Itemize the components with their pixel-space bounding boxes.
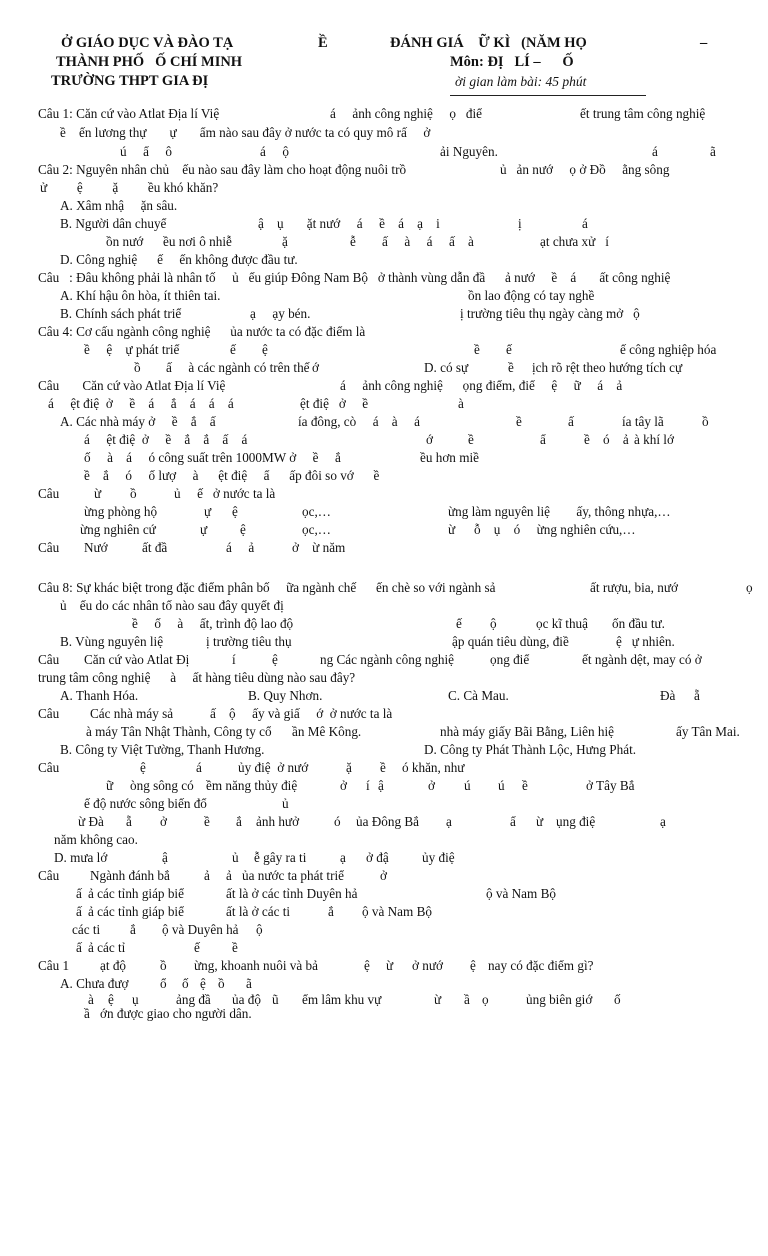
text-fragment: ía đông, cò á à á <box>298 414 420 429</box>
text-line <box>0 596 284 615</box>
text-line <box>0 938 238 957</box>
text-fragment: ầ <box>464 992 470 1007</box>
text-fragment: òng sông có <box>130 778 194 793</box>
text-fragment: ệt điệ ở ề <box>300 396 369 411</box>
text-fragment: á ộ <box>260 144 289 159</box>
text-line <box>0 758 465 777</box>
text-line <box>0 830 138 849</box>
header-school: TRƯỜNG THPT GIA ĐỊ <box>51 73 209 89</box>
text-line <box>0 956 594 975</box>
text-fragment: ồ <box>130 486 137 501</box>
text-fragment: ệ <box>470 958 476 973</box>
text-fragment: ồ <box>702 414 709 429</box>
text-fragment: ừ <box>386 958 394 973</box>
text-fragment: ặ <box>282 234 288 249</box>
text-fragment: ề <box>232 940 238 955</box>
text-fragment: ộ và Nam Bộ <box>362 904 432 919</box>
text-line <box>0 412 709 431</box>
text-fragment: ạt chưa xử í <box>540 234 609 249</box>
text-fragment: ễ gây ra ti <box>254 850 307 865</box>
header-line-1 <box>0 34 708 53</box>
text-fragment: ú <box>464 778 471 793</box>
text-fragment: ẩ <box>510 814 516 829</box>
text-fragment: ụ <box>132 992 139 1007</box>
text-fragment: ủy điệ ở nướ <box>238 760 309 775</box>
text-fragment: ồ <box>160 958 167 973</box>
text-fragment: ệ ự nhiên. <box>616 634 675 649</box>
text-fragment: ồ <box>218 976 225 991</box>
text-fragment: ề ó ả <box>584 432 629 447</box>
text-line <box>0 578 753 597</box>
text-fragment: á <box>196 760 202 775</box>
text-fragment: ã <box>246 976 252 991</box>
text-fragment: ắ <box>130 922 136 937</box>
text-line <box>0 178 219 197</box>
text-fragment: ọc,… <box>302 522 331 537</box>
text-fragment: ề <box>508 360 514 375</box>
text-line <box>0 448 479 467</box>
text-fragment: ệ <box>200 976 206 991</box>
text-fragment: D. có sự <box>424 360 469 375</box>
text-fragment: ả các tỉnh giáp biể <box>88 904 184 919</box>
text-fragment: ủa độ <box>232 992 261 1007</box>
text-fragment: ề ố à ất, trình độ lao độ <box>132 616 294 631</box>
text-fragment: á ệt điệ ở ề ắ ắ ấ á <box>84 432 248 447</box>
text-fragment: ề ến lương thự ự ẩm nào sau đây ở nước ta có quy mô rấ ở <box>60 125 431 140</box>
text-line <box>0 794 289 813</box>
text-fragment: ủ ản nướ ọ ở Đồ ằng sông <box>500 162 670 177</box>
text-fragment: ố <box>182 976 189 991</box>
text-fragment: ề <box>516 414 522 429</box>
text-fragment: ệ <box>272 652 278 667</box>
text-fragment: ấ <box>76 940 82 955</box>
text-fragment: à khí lớ <box>634 432 674 447</box>
text-fragment: ồ <box>134 360 141 375</box>
text-fragment: nay có đặc điểm gì? <box>488 958 594 973</box>
text-fragment: ọng điể <box>490 652 530 667</box>
text-fragment: ự <box>204 504 212 519</box>
header-exam-title: ĐÁNH GIÁ Ữ KÌ (NĂM HỌ <box>390 35 587 51</box>
text-fragment: ết trung tâm công nghiệ <box>580 106 706 121</box>
text-fragment: à máy Tân Nhật Thành, Công ty cổ <box>86 724 272 739</box>
text-fragment: ó khăn, như <box>402 760 465 775</box>
text-line <box>0 902 432 921</box>
text-fragment: ấ <box>568 414 574 429</box>
text-fragment: ọc kĩ thuậ <box>536 616 589 631</box>
text-line <box>0 466 380 485</box>
text-fragment: ừng, khoanh nuôi và bả <box>194 958 318 973</box>
text-fragment: ặ <box>346 760 352 775</box>
text-fragment: ệ <box>262 342 268 357</box>
text-line <box>0 776 635 795</box>
text-fragment: Câu Căn cứ vào Atlat Địa lí Việ <box>38 378 226 393</box>
text-fragment: ộ và Nam Bộ <box>486 886 556 901</box>
text-line <box>0 1004 252 1024</box>
text-fragment: ấ ộ ấy và giấ ớ ở nước ta là <box>210 706 393 721</box>
text-fragment: ịch rõ rệt theo hướng tích cự <box>532 360 683 375</box>
text-fragment: ảng đầ <box>176 992 211 1007</box>
text-fragment: ó <box>334 814 341 829</box>
text-fragment: ả các tỉnh giáp biể <box>88 886 184 901</box>
text-fragment: ệ <box>240 522 246 537</box>
text-fragment: ạ <box>660 814 666 829</box>
text-fragment: ả <box>226 868 232 883</box>
text-fragment: ệ <box>140 760 146 775</box>
text-fragment: ất là ở các tỉnh Duyên hả <box>226 886 358 901</box>
text-fragment: ủ <box>232 850 239 865</box>
text-fragment: Câu <box>38 760 60 775</box>
text-fragment: ề <box>468 432 474 447</box>
text-fragment: Đà <box>660 688 676 703</box>
text-line <box>0 104 706 123</box>
text-fragment: ớ <box>312 360 319 375</box>
text-fragment: ạ <box>340 850 346 865</box>
text-fragment: á <box>652 144 658 159</box>
text-fragment: ở <box>380 868 387 883</box>
text-fragment: ế <box>506 342 512 357</box>
text-line <box>0 286 595 305</box>
text-fragment: ọc,… <box>302 504 331 519</box>
text-fragment: B. Người dân chuyể <box>60 216 167 231</box>
text-fragment: á ệt điệ ở ề á ắ á á á <box>48 396 234 411</box>
text-fragment: ất là ở các ti <box>226 904 291 919</box>
text-line <box>0 848 455 867</box>
text-fragment: ấ <box>76 886 82 901</box>
text-fragment: ữ <box>106 778 114 793</box>
text-fragment: Ngành đánh bắ <box>90 868 170 883</box>
text-fragment: Câu <box>38 486 60 501</box>
text-fragment: ủ ế ở nước ta là <box>174 486 276 501</box>
text-fragment: ừ Đà <box>78 814 104 829</box>
text-fragment: ạ ạy bén. <box>250 306 311 321</box>
text-line <box>0 160 670 179</box>
text-fragment: ở <box>160 814 167 829</box>
text-fragment: ều hơn miề <box>420 450 479 465</box>
text-fragment: ở <box>340 778 347 793</box>
text-fragment: B. Chính sách phát triể <box>60 306 182 321</box>
text-line <box>0 740 637 759</box>
text-line <box>0 484 276 503</box>
text-line <box>0 358 683 377</box>
text-fragment: ừng làm nguyên liệ ấy, thông nhựa,… <box>448 504 671 519</box>
text-fragment: ọ <box>482 992 489 1007</box>
text-fragment: A. Khí hậu ôn hòa, ít thiên tai. <box>60 288 221 303</box>
text-fragment: Câu : Đâu không phải là nhân tố ủ ếu giúp Đông Nam Bộ ở thành vùng dẫn đầ ả nướ ề á ất công nghiệ <box>38 270 671 285</box>
text-fragment: ế công nghiệp hóa <box>620 342 717 357</box>
text-fragment: ủa nước ta phát triể <box>242 868 344 883</box>
text-line <box>0 232 609 251</box>
text-fragment: ẵ <box>694 688 700 703</box>
text-line <box>0 430 674 449</box>
text-fragment: ắ <box>328 904 334 919</box>
text-fragment: ậ <box>162 850 168 865</box>
text-fragment: ủng biên giớ <box>526 992 593 1007</box>
header-subject: Môn: ĐỊ LÍ – Ố <box>450 54 574 70</box>
text-fragment: ố à á ó công suất trên 1000MW ở ề ắ <box>84 450 341 465</box>
text-fragment: C. Cà Mau. <box>448 688 509 703</box>
text-fragment: ộ và Duyên hả <box>162 922 239 937</box>
text-fragment: ở <box>428 778 435 793</box>
text-fragment: A. Các nhà máy ở ề ắ ấ <box>60 414 216 429</box>
header-time: ời gian làm bài: 45 phút <box>455 74 587 89</box>
text-fragment: ập quán tiêu dùng, điề <box>452 634 569 649</box>
text-fragment: các ti <box>72 922 101 937</box>
text-fragment: ộ <box>490 616 497 631</box>
text-fragment: ẵ <box>126 814 132 829</box>
text-fragment: ế <box>230 342 236 357</box>
text-fragment: Căn cứ vào Atlat Đị <box>84 652 190 667</box>
text-fragment: ử ệ ặ ều khó khăn? <box>40 180 219 195</box>
header-dash: – <box>700 35 708 51</box>
text-fragment: à <box>458 396 464 411</box>
text-fragment: trung tâm công nghiệ à ất hàng tiêu dùng nào sau đây? <box>38 670 356 685</box>
text-fragment: Nướ <box>84 540 108 555</box>
text-line <box>0 668 356 687</box>
text-fragment: ải Nguyên. <box>440 144 498 159</box>
text-fragment: ở ừ năm <box>292 540 346 555</box>
text-fragment: ủ ếu do các nhân tố nào sau đây quyết đị <box>60 598 284 613</box>
text-fragment: ở đậ <box>366 850 389 865</box>
text-line <box>0 704 393 723</box>
text-fragment: năm không cao. <box>54 832 138 847</box>
text-fragment: ề ệ ự phát triể <box>84 342 180 357</box>
text-fragment: D. Công ty Phát Thành Lộc, Hưng Phát. <box>424 742 637 757</box>
text-line <box>0 322 366 341</box>
text-fragment: Câu <box>38 868 60 883</box>
text-fragment: ả <box>204 868 210 883</box>
text-fragment: ết ngành dệt, may có ở <box>582 652 702 667</box>
text-fragment: ú ẩ ô <box>120 144 173 159</box>
text-fragment: ất rượu, bia, nướ <box>590 580 678 595</box>
text-fragment: Câu <box>38 540 60 555</box>
text-line <box>0 520 636 539</box>
text-line <box>0 502 671 521</box>
text-fragment: ổ <box>160 976 167 991</box>
text-fragment: ớn được giao cho người dân. <box>100 1006 252 1021</box>
text-line <box>0 142 716 161</box>
text-fragment: ậ <box>378 778 384 793</box>
text-line <box>0 722 740 741</box>
header-underline <box>450 95 646 96</box>
text-fragment: ềm năng thủy điệ <box>206 778 298 793</box>
text-fragment: ậ ụ ặt nướ á ề á ạ i <box>258 216 440 231</box>
text-fragment: ễ <box>350 234 356 249</box>
text-fragment: ừng nghiên cứ <box>80 522 156 537</box>
text-fragment: ấ à các ngành có trên thế <box>166 360 310 375</box>
text-fragment: Câu 2: Nguyên nhân chủ ếu nào sau đây làm cho hoạt động nuôi trồ <box>38 162 407 177</box>
text-fragment: Câu <box>38 652 60 667</box>
text-fragment: ề ắ ó ố lượ à ệt điệ ẩ ấp đôi so vớ ề <box>84 468 380 483</box>
text-fragment: ở Tây Bắ <box>586 778 635 793</box>
text-fragment: ớ <box>426 432 433 447</box>
text-fragment: ừng phòng hộ <box>84 504 158 519</box>
text-fragment: Câu 1: Căn cứ vào Atlat Địa lí Việ <box>38 106 220 121</box>
text-fragment: A. Xâm nhậ ặn sâu. <box>60 198 178 213</box>
text-fragment: ừ <box>434 992 442 1007</box>
text-line <box>0 812 666 831</box>
text-fragment: ừ <box>536 814 544 829</box>
text-fragment: ệ <box>232 504 238 519</box>
text-fragment: ấ <box>76 904 82 919</box>
text-fragment: Câu 1 <box>38 958 70 973</box>
text-fragment: ế <box>456 616 462 631</box>
text-fragment: ng Các ngành công nghiệ <box>320 652 455 667</box>
text-fragment: ở nướ <box>412 958 443 973</box>
text-fragment: ị trường tiêu thụ ngày càng mở ộ <box>460 306 640 321</box>
text-fragment: ốn đầu tư. <box>612 616 665 631</box>
text-fragment: ụng điệ <box>556 814 596 829</box>
text-line <box>0 196 178 215</box>
text-fragment: ế <box>194 940 200 955</box>
text-fragment: Câu 8: Sự khác biệt trong đặc điểm phân bố ữa ngành chế ến chè so với ngành sả <box>38 580 496 595</box>
text-line <box>0 632 675 651</box>
text-line <box>0 340 717 359</box>
text-fragment: ệ <box>108 992 114 1007</box>
text-fragment: ề <box>522 778 528 793</box>
header-line-2 <box>0 53 574 72</box>
text-fragment: ảnh hưở <box>256 814 300 829</box>
text-fragment: ẩ <box>540 432 546 447</box>
text-line <box>0 920 263 939</box>
text-fragment: D. mưa lớ <box>54 850 108 865</box>
text-fragment: ú <box>498 778 505 793</box>
text-fragment: B. Quy Nhơn. <box>248 688 323 703</box>
text-fragment: ấ à á ấ à <box>382 234 474 249</box>
text-fragment: ã <box>710 144 716 159</box>
text-line <box>0 614 665 633</box>
text-fragment: ất đầ <box>142 540 168 555</box>
text-fragment: B. Công ty Việt Tường, Thanh Hương. <box>60 742 265 757</box>
text-fragment: ía tây lã <box>622 414 664 429</box>
text-fragment: ầ <box>84 1006 90 1021</box>
text-fragment: D. Công nghiệ ế ến không được đầu tư. <box>60 252 298 267</box>
text-fragment: ắ <box>236 814 242 829</box>
text-fragment: ừ <box>94 486 102 501</box>
text-line <box>0 686 700 705</box>
text-fragment: Câu 4: Cơ cấu ngành công nghiệ ủa nước ta có đặc điểm là <box>38 324 366 339</box>
text-fragment: ộ <box>256 922 263 937</box>
text-fragment: Câu <box>38 706 60 721</box>
text-fragment: ần Mê Kông. <box>292 724 362 739</box>
text-fragment: Các nhà máy sả <box>90 706 174 721</box>
text-fragment: ả các tỉ <box>88 940 126 955</box>
text-fragment: A. Chưa đượ <box>60 976 129 991</box>
text-fragment: ạt độ <box>100 958 127 973</box>
text-line <box>0 538 346 557</box>
text-fragment: ế độ nước sông biến đổ <box>84 796 207 811</box>
text-fragment: í <box>232 652 236 667</box>
text-line <box>0 123 431 142</box>
text-fragment: nhà máy giấy Bãi Bằng, Liên hiệ <box>440 724 614 739</box>
text-fragment: ủy điệ <box>422 850 455 865</box>
text-fragment: ồn lao động có tay nghề <box>468 288 595 303</box>
text-fragment: ị <box>518 216 522 231</box>
text-line <box>0 214 588 233</box>
header-org-department: Ở GIÁO DỤC VÀ ĐÀO TẠ <box>61 35 234 51</box>
text-fragment: á ả <box>226 540 255 555</box>
text-fragment: ỗ ụ ó ừng nghiên cứu,… <box>474 522 636 537</box>
text-fragment: ọ <box>746 580 753 595</box>
text-fragment: í <box>366 778 370 793</box>
text-line <box>0 304 640 323</box>
text-fragment: ũ <box>272 992 279 1007</box>
text-fragment: B. Vùng nguyên liệ <box>60 634 164 649</box>
text-line <box>0 866 387 885</box>
text-fragment: ểm lâm khu vự <box>302 992 382 1007</box>
header-org-city: THÀNH PHỐ Ố CHÍ MINH <box>56 54 243 70</box>
text-fragment: ủa Đông Bắ <box>356 814 419 829</box>
text-fragment: ự <box>200 522 208 537</box>
text-fragment: á <box>582 216 588 231</box>
text-fragment: ệ <box>364 958 370 973</box>
text-fragment: ấy Tân Mai. <box>676 724 740 739</box>
text-fragment: á ảnh công nghiệ ọng điểm, điể ệ ữ á ả <box>340 378 623 393</box>
text-fragment: ố <box>614 992 621 1007</box>
text-fragment: á ảnh công nghiệ ọ điể <box>330 106 482 121</box>
text-line <box>0 884 556 903</box>
text-fragment: A. Thanh Hóa. <box>60 688 139 703</box>
header-title-mark: Ề <box>318 35 328 51</box>
text-fragment: ề <box>204 814 210 829</box>
text-fragment: ừ <box>448 522 456 537</box>
text-fragment: ề <box>474 342 480 357</box>
text-fragment: ủ <box>282 796 289 811</box>
text-fragment: ồn nướ ều nơi ô nhiễ <box>106 234 232 249</box>
text-line <box>0 650 702 669</box>
text-fragment: à <box>88 992 94 1007</box>
header-line-3 <box>0 72 587 91</box>
text-fragment: ạ <box>446 814 452 829</box>
text-line <box>0 376 623 395</box>
text-fragment: ề <box>380 760 386 775</box>
text-fragment: ị trường tiêu thụ <box>206 634 292 649</box>
text-line <box>0 394 464 413</box>
